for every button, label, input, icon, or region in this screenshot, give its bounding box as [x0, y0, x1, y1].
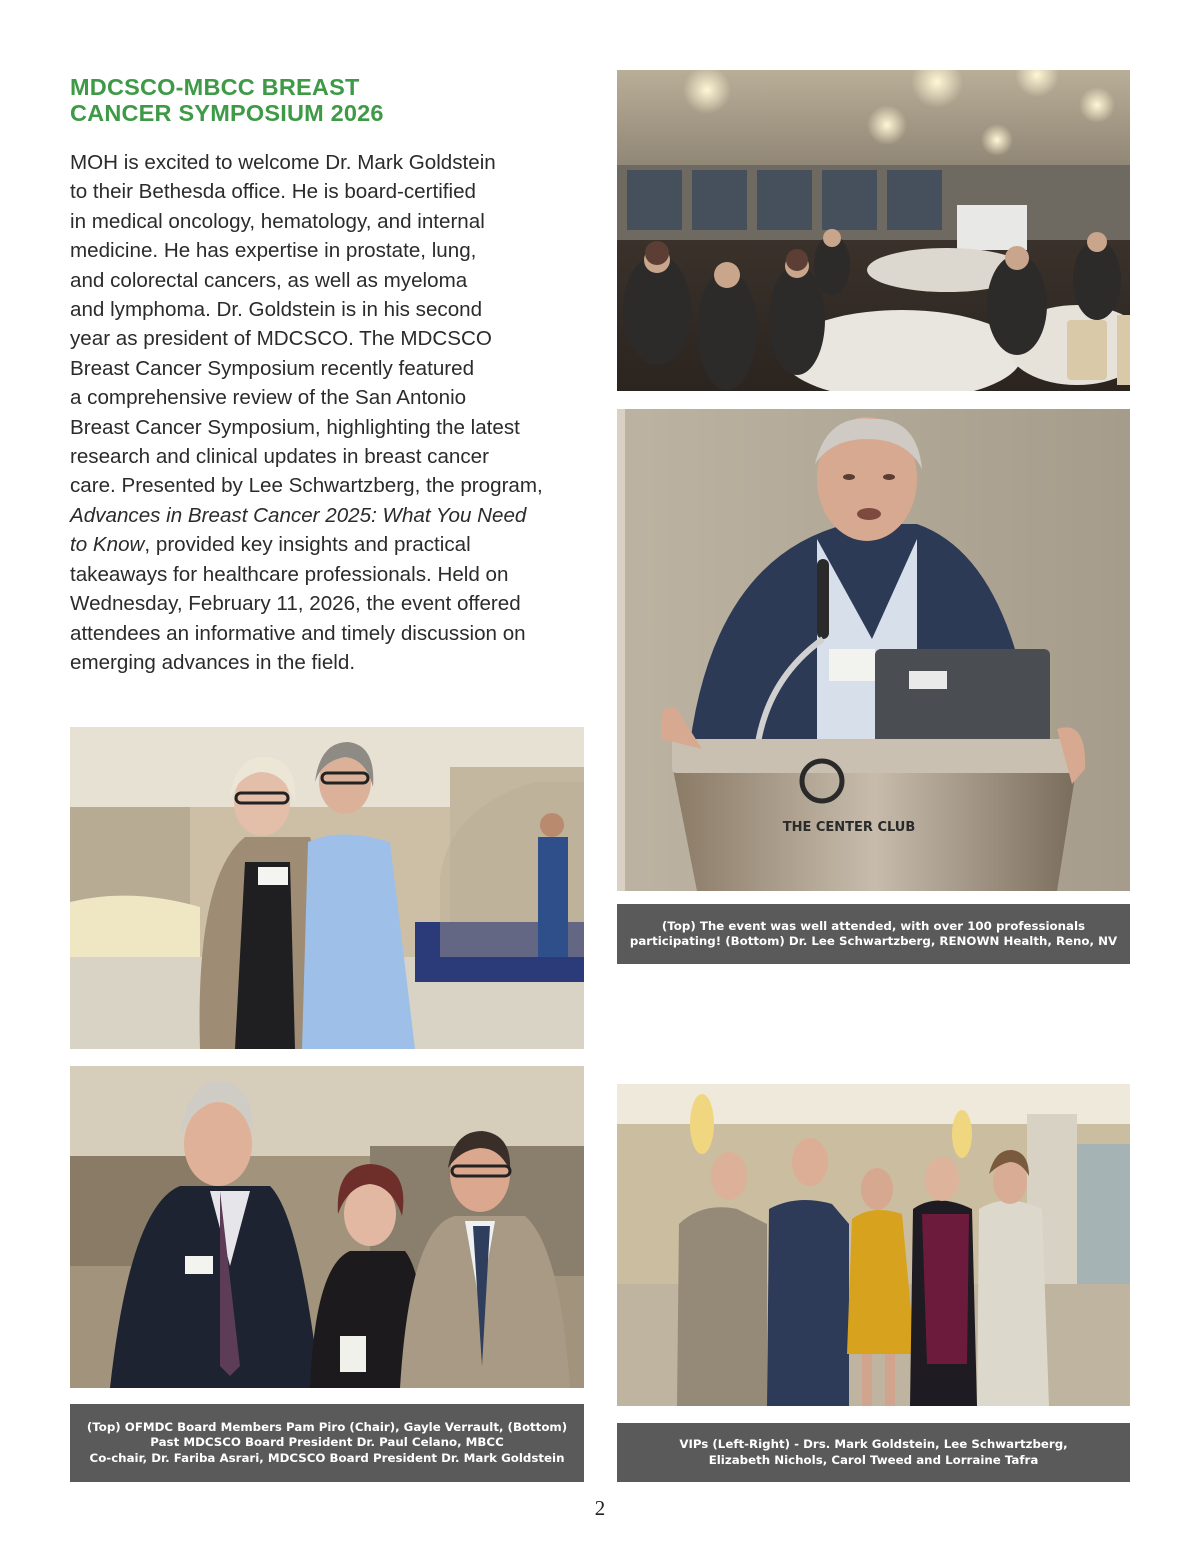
article-line: attendees an informative and timely discussion on [70, 621, 526, 645]
article-line [70, 501, 590, 530]
article-line: Wednesday, February 11, 2026, the event offered [70, 592, 521, 616]
speaker-podium-photo [617, 409, 1130, 891]
article-title [70, 74, 590, 126]
article-line: MOH is excited to welcome Dr. Mark Goldstein [70, 151, 496, 174]
caption-line: (Top) The event was well attended, with over 100 professionals [661, 918, 1086, 933]
article-line: to their Bethesda office. He is board-certified [70, 180, 476, 204]
article-line: a comprehensive review of the San Antonio [70, 386, 467, 410]
caption-line: Co-chair, Dr. Fariba Asrari, MDCSCO Board President Dr. Mark Goldstein [89, 1450, 565, 1465]
program-title-italic: Advances in Breast Cancer 2025: What You Need [70, 503, 527, 527]
caption-line: (Top) OFMDC Board Members Pam Piro (Chair), Gayle Verrault, (Bottom) [86, 1419, 568, 1434]
title-line-2: CANCER SYMPOSIUM 2026 [70, 100, 384, 126]
article-line [70, 530, 590, 559]
article-line: year as president of MDCSCO. The MDCSCO [70, 327, 492, 351]
article-body [70, 148, 590, 677]
title-line-1: MDCSCO-MBCC BREAST [70, 74, 360, 100]
article-line: research and clinical updates in breast cancer [70, 445, 489, 469]
podium-sign-text: THE CENTER CLUB [782, 820, 916, 835]
caption-line: Elizabeth Nichols, Carol Tweed and Lorraine Tafra [708, 1452, 1039, 1467]
article-line: in medical oncology, hematology, and internal [70, 209, 485, 233]
caption-board-members [70, 1404, 584, 1482]
board-members-women-photo [70, 727, 584, 1049]
program-title-italic-end: to Know [70, 533, 145, 557]
board-president-group-photo [70, 1066, 584, 1388]
article-line: care. Presented by Lee Schwartzberg, the program, [70, 474, 543, 498]
article-line-rest: , provided key insights and practical [144, 533, 471, 557]
page-number: 2 [594, 1496, 606, 1520]
article-line: Breast Cancer Symposium, highlighting the latest [70, 415, 520, 439]
article-line: Breast Cancer Symposium recently featured [70, 356, 475, 380]
article-line: medicine. He has expertise in prostate, lung, [70, 239, 477, 263]
article-line: takeaways for healthcare professionals. Held on [70, 562, 509, 586]
caption-line: VIPs (Left-Right) - Drs. Mark Goldstein, Lee Schwartzberg, [679, 1437, 1068, 1451]
caption-line: Past MDCSCO Board President Dr. Paul Celano, MBCC [150, 1435, 504, 1450]
article-line: emerging advances in the field. [70, 650, 356, 674]
caption-vips [617, 1423, 1130, 1482]
vips-group-photo [617, 1084, 1130, 1406]
banquet-hall-photo [617, 70, 1130, 391]
article-line: and lymphoma. Dr. Goldstein is in his second [70, 298, 483, 322]
caption-event-attendance [617, 904, 1130, 964]
caption-line: participating! (Bottom) Dr. Lee Schwartzberg, RENOWN Health, Reno, NV [629, 934, 1118, 948]
article-line: and colorectal cancers, as well as myeloma [70, 268, 468, 292]
